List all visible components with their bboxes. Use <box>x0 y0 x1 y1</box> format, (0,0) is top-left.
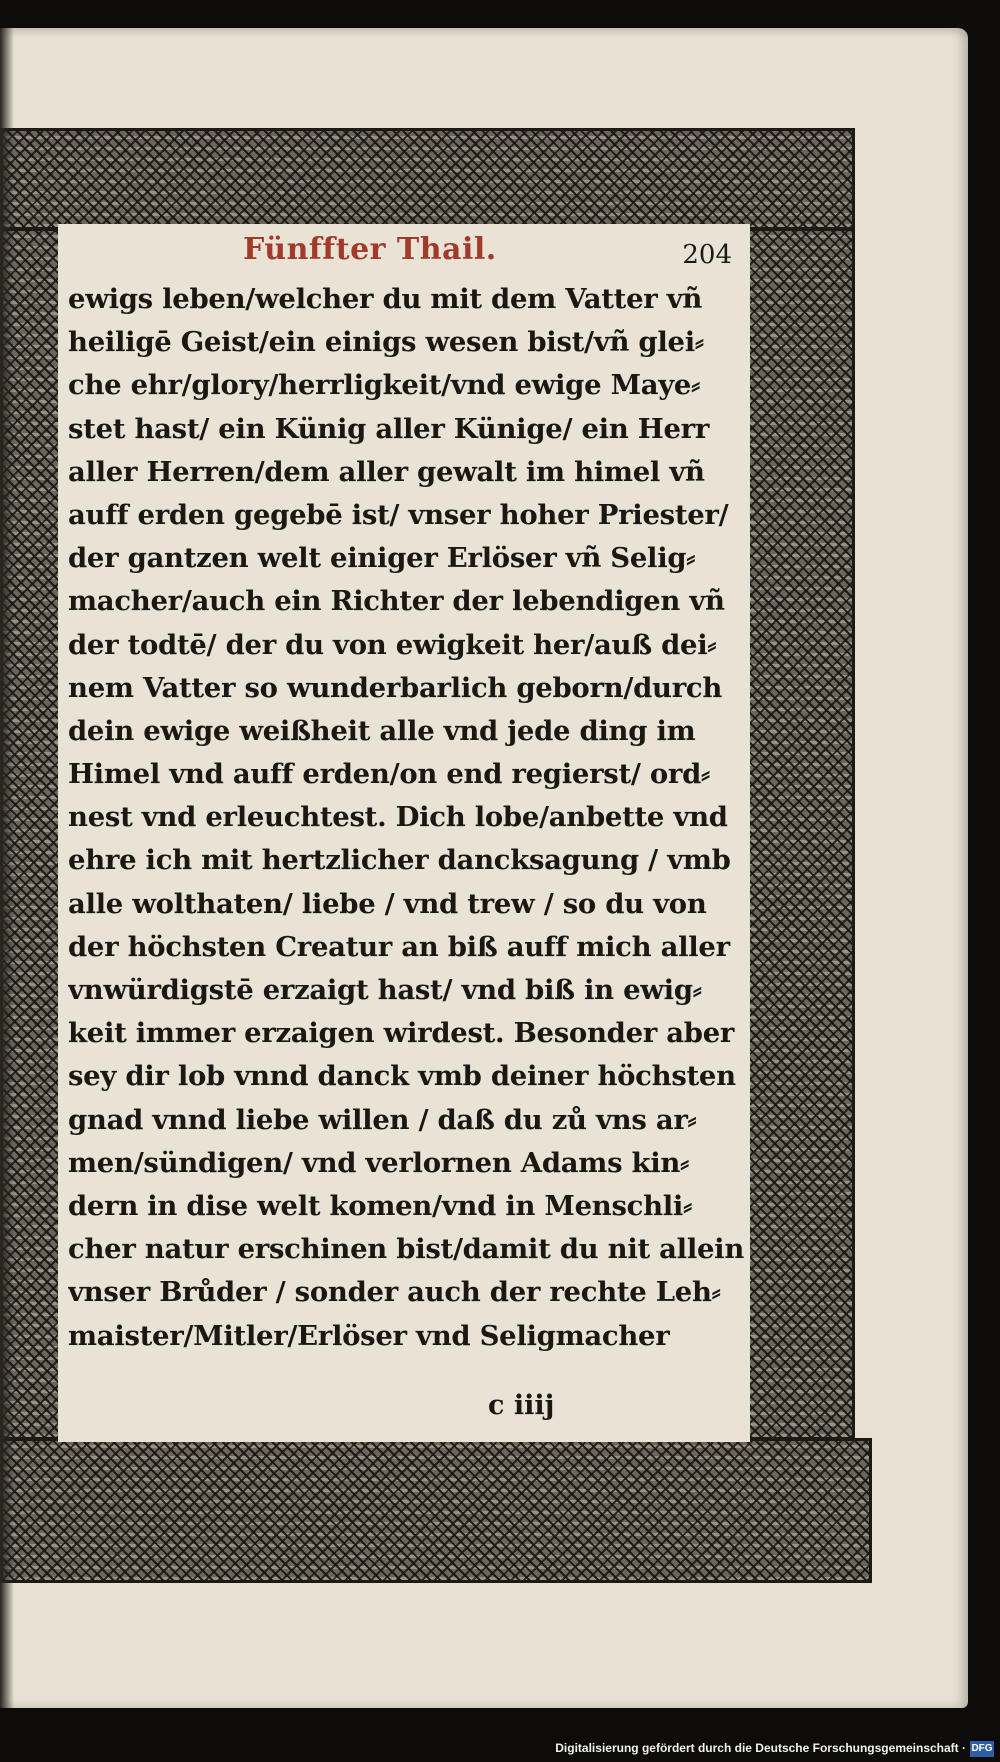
text-line: Himel vnd auff erden/on end regierst/ ord⸗ <box>68 758 710 791</box>
text-line: dein ewige weißheit alle vnd jede ding im <box>68 714 696 747</box>
folio-number: 204 <box>682 240 732 270</box>
digitization-footer <box>0 1738 1000 1762</box>
text-line: dern in dise welt komen/vnd in Menschli⸗ <box>68 1189 692 1222</box>
text-line: der todtē/ der du von ewigkeit her/auß dei⸗ <box>68 628 717 661</box>
text-line: ewigs leben/welcher du mit dem Vatter vñ <box>68 283 703 315</box>
text-line: gnad vnnd liebe willen / daß du zů vns ar⸗ <box>68 1103 697 1136</box>
text-line: men/sündigen/ vnd verlornen Adams kin⸗ <box>68 1146 689 1179</box>
text-line: ehre ich mit hertzlicher dancksagung / vmb <box>68 844 731 877</box>
text-line: stet hast/ ein Künig aller Künige/ ein Herr <box>68 412 710 445</box>
text-line: vnwürdigstē erzaigt hast/ vnd biß in ewig⸗ <box>68 974 702 1006</box>
text-line: nest vnd erleuchtest. Dich lobe/anbette vnd <box>68 801 728 834</box>
text-block <box>58 224 750 1442</box>
text-line: nem Vatter so wunderbarlich geborn/durch <box>68 671 723 704</box>
text-line: der höchsten Creatur an biß auff mich aller <box>68 930 730 963</box>
text-line: der gantzen welt einiger Erlöser vñ Selig⸗ <box>68 542 696 575</box>
text-line: cher natur erschinen bist/damit du nit allein <box>68 1233 745 1266</box>
text-line: vnser Brůder / sonder auch der rechte Leh⸗ <box>68 1276 721 1309</box>
text-line: heiligē Geist/ein einigs wesen bist/vñ glei⸗ <box>68 326 704 359</box>
text-line: che ehr/glory/herrligkeit/vnd ewige Maye⸗ <box>68 369 700 402</box>
text-line: alle wolthaten/ liebe / vnd trew / so du von <box>68 887 707 920</box>
text-line: auff erden gegebē ist/ vnser hoher Priester/ <box>68 498 729 531</box>
text-line: aller Herren/dem aller gewalt im himel vñ <box>68 455 705 488</box>
dfg-logo: DFG <box>970 1741 994 1757</box>
book-page <box>0 28 968 1708</box>
woodcut-border-right <box>747 228 855 1440</box>
signature-mark: c iiij <box>488 1390 555 1421</box>
text-line: maister/Mitler/Erlöser vnd Seligmacher <box>68 1319 670 1352</box>
funding-note: Digitalisierung gefördert durch die Deutsche Forschungsgemeinschaft · <box>555 1741 966 1755</box>
woodcut-border-bottom <box>0 1438 872 1583</box>
woodcut-border-left <box>0 228 62 1440</box>
text-line: macher/auch ein Richter der lebendigen vñ <box>68 585 725 618</box>
text-line: sey dir lob vnnd danck vmb deiner höchsten <box>68 1060 736 1093</box>
running-head: Fünffter Thail. <box>243 232 497 267</box>
woodcut-border-top <box>0 128 855 230</box>
text-line: keit immer erzaigen wirdest. Besonder aber <box>68 1017 735 1050</box>
body-text <box>68 278 746 1358</box>
